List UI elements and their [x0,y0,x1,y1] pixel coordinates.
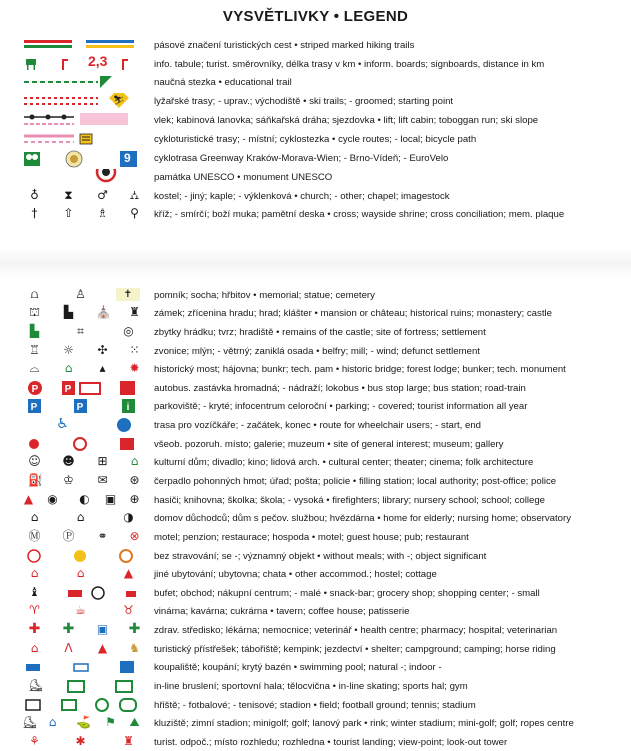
legend-symbols [16,398,146,415]
legend-text: zámek; zřícenina hradu; hrad; klášter • mansion or château; historical ruins; monastery; castle [154,308,552,319]
legend-row [0,417,631,434]
windmill-icon: ✣ [97,343,108,357]
legend-row [0,566,631,583]
legend-symbols [16,436,146,453]
hostel-icon: ⌂ [76,566,85,580]
legend-row [0,206,631,223]
legend-text: pásové značení turistických cest • striped marked hiking trails [154,40,415,51]
firefighters-icon: ▲ [23,492,34,506]
legend-row [0,37,631,54]
field-icon [16,697,146,714]
svg-text:P: P [30,402,38,413]
legend-text: čerpadlo pohonných hmot; úřad; pošta; policie • filling station; local authority; post-office; police [154,476,557,487]
legend-text: kulturní dům; divadlo; kino; lidová arch. • cultural center; theater; cinema; folk architecture [154,457,534,468]
legend-row [0,734,631,751]
legend-text: trasa pro vozíčkáře; - začátek, konec • route for wheelchair users; - start, end [154,420,482,431]
rink-icon: ⛸ [22,715,38,729]
legend-text: zdrav. středisko; lékárna; nemocnice; veterinář • health centre; pharmacy; hospital; veterinarian [154,625,558,636]
legend-symbols [16,188,146,205]
legend-symbols [16,324,146,341]
memorial-icon: ⩍ [30,287,39,301]
mansion-icon: ⛫ [28,305,41,319]
sports-hall-icon [16,678,146,695]
coffee-house-icon: ☕ [75,603,86,617]
legend-symbols [16,150,146,167]
campground-icon: Λ [64,641,73,655]
elderly-home-icon: ⌂ [30,510,39,524]
ropes-centre-icon: ⛰ [129,715,140,729]
legend-row [0,343,631,360]
legend-row [0,603,631,620]
legend-title: VYSVĚTLIVKY • LEGEND [222,8,409,25]
legend-text: koupaliště; koupání; krytý bazén • swimming pool; natural -; indoor - [154,662,442,673]
cross-conciliation-icon: ♗ [97,206,108,220]
legend-text: hřiště; - fotbalové; - tenisové; stadion • field; football ground; tennis; stadium [154,700,476,711]
legend-text: vlek; kabinová lanovka; sáňkařská dráha; sjezdovka • lift; lift cabin; toboggan run; ski slope [154,115,539,126]
legend-symbols [16,678,146,695]
legend-text: turistický přístřešek; tábořiště; kempink; jezdectví • shelter; campground; camping; horse riding [154,644,556,655]
post-office-icon: ✉ [97,473,108,487]
statue-icon: ♙ [75,287,86,301]
library-icon: ◉ [47,492,58,506]
wheelchair-route-icon: ♿ [56,416,69,432]
tavern-icon: ♈ [29,603,40,617]
nursery-icon: ◐ [79,492,90,506]
legend-symbols [16,715,146,732]
tech-monument-icon: ✹ [129,361,140,375]
legend-text: vinárna; kavárna; cukrárna • tavern; coffee house; patisserie [154,606,410,617]
guest-house-icon: Ⓟ [62,529,75,543]
ski-lift-icon [16,112,146,129]
bus-stop-icon [16,380,146,397]
legend-text: domov důchodců; dům s pečov. službou; hvězdárna • home for elderly; nursing home; observatory [154,513,571,524]
legend-text: jiné ubytování; ubytovna; chata • other accommod.; hostel; cottage [154,569,437,580]
cross-icon: † [31,206,38,220]
wayside-shrine-icon: ⇧ [63,206,74,220]
observatory-icon: ◑ [123,510,134,524]
legend-text: in-line bruslení; sportovní hala; tělocvična • in-line skating; sports hal; gym [154,681,468,692]
chapel-icon: ♂ [97,188,108,202]
legend-symbols [16,53,146,73]
svg-text:P: P [31,384,39,395]
wheelchair-start-end-icon [16,417,146,434]
legend-text: kříž; - smírčí; boží muka; pamětní deska • cross; wayside shrine; cross conciliation; mem. plaque [154,209,565,220]
legend-row [0,548,631,565]
legend-symbols [16,305,146,322]
legend-text: pomník; socha; hřbitov • memorial; statue; cemetery [154,290,375,301]
legend-symbols [16,37,146,54]
legend-symbols [16,585,146,602]
legend-symbols [16,93,146,110]
legend-text: parkoviště; - kryté; infocentrum celoroční • parking; - covered; tourist information all year [154,401,528,412]
legend-row [0,697,631,714]
legend-row [0,93,631,110]
patisserie-icon: ♉ [123,603,134,617]
belfry-icon: ♖ [29,343,40,357]
legend-symbols [16,473,146,490]
legend-symbols [16,603,146,620]
monastery-icon: ⛪ [96,305,111,319]
legend-row [0,169,631,186]
legend-row [0,622,631,639]
veterinarian-icon: ✚ [128,621,141,637]
filling-station-icon: ⛽ [28,473,43,487]
info-board-icon [16,56,146,73]
legend-text: historický most; hájovna; bunkr; tech. pam • historic bridge; forest lodge; bunker; tech. monument [154,364,566,375]
pharmacy-icon: ✚ [62,621,75,637]
legend-row [0,361,631,378]
legend-row [0,659,631,676]
legend-symbols [16,697,146,714]
legend-row [0,529,631,546]
legend-text: naučná stezka • educational trail [154,77,292,88]
legend-text: kostel; - jiný; kaple; - výklenková • church; - other; chapel; imagestock [154,191,450,202]
legend-symbols [16,343,146,360]
historic-bridge-icon: ⌓ [29,361,40,375]
legend-text: turist. odpoč.; místo rozhledu; rozhledna • tourist landing; view-point; look-out tower [154,737,508,748]
legend-row [0,510,631,527]
defunct-settlement-icon: ⁙ [129,343,140,357]
pub-icon: ⚭ [97,529,108,543]
eurovelo-number: 9 [124,151,131,165]
church-other-icon: ⧗ [64,188,73,202]
legend-symbols [16,380,146,397]
camping-icon: ▲ [97,641,108,655]
svg-text:P: P [64,384,72,395]
legend-text: motel; penzion; restaurace; hospoda • motel; guest house; pub; restaurant [154,532,469,543]
legend-symbols [16,529,146,546]
fortress-site-icon: ⌗ [77,324,84,338]
cycle-route-icon [16,131,146,148]
theater-icon: ☻ [62,454,75,468]
legend-row [0,454,631,471]
legend-text: info. tabule; turist. směrovníky, délka trasy v km • inform. boards; signboards, distance in km [154,59,545,70]
legend-row [0,678,631,695]
winter-stadium-icon: ⌂ [48,715,57,729]
svg-text:⛷: ⛷ [113,95,125,105]
meals-icon [16,548,146,565]
cemetery-icon: ✝ [116,288,140,301]
bunker-icon: ▴ [99,361,106,375]
legend-row [0,287,631,304]
shelter-icon: ⌂ [30,641,39,655]
legend-text: cyklotrasa Greenway Kraków-Morava-Wien; - Brno-Vídeň; - EuroVelo [154,153,449,164]
horse-riding-icon: ♞ [129,641,140,655]
legend-symbols [16,734,146,751]
distance-label: 2,3 [88,53,108,69]
svg-text:i: i [126,402,130,413]
legend-text: zbytky hrádku; tvrz; hradiště • remains of the castle; site of fortress; settlement [154,327,486,338]
legend-symbols [16,659,146,676]
ski-trail-icon [16,93,146,113]
college-icon: ⊕ [129,492,140,506]
legend-symbols [16,510,146,527]
hospital-icon: ▣ [96,622,109,636]
shop-icon [16,585,146,602]
cultural-center-icon: ☺ [28,454,41,468]
forest-lodge-icon: ⌂ [64,361,73,375]
legend-symbols [16,492,146,509]
legend-symbols [16,417,146,434]
restaurant-icon: ⊗ [129,529,140,543]
legend-row [0,131,631,148]
legend-symbols [16,74,146,91]
legend-symbols [16,622,146,639]
legend-row [0,473,631,490]
legend-row [0,188,631,205]
legend-symbols [16,454,146,471]
school-icon: ▣ [104,492,117,506]
legend-symbols [16,131,146,148]
inline-skating-icon: ⛸ [28,678,44,692]
golf-icon: ⚑ [105,715,116,729]
church-icon: ♁ [30,188,39,202]
legend-symbols [16,361,146,378]
mini-golf-icon: ⛳ [76,715,91,729]
view-point-icon: ✱ [75,734,86,748]
legend-text: lyžařské trasy; - uprav.; východiště • ski trails; - groomed; starting point [154,96,454,107]
nursing-home-icon: ⌂ [76,510,85,524]
legend-row [0,585,631,602]
legend-symbols [16,566,146,583]
legend-row [0,492,631,509]
legend-text: zvonice; mlýn; - větrný; zaniklá osada • belfry; mill; - wind; defunct settlement [154,346,480,357]
legend-text: hasiči; knihovna; školka; škola; - vysoká • firefighters; library; nursery school; school; college [154,495,546,506]
legend-row [0,715,631,732]
legend-row [0,380,631,397]
police-icon: ⊛ [129,473,140,487]
legend-row [0,305,631,322]
educational-trail-icon [16,74,146,91]
site-of-interest-icon [16,436,146,453]
legend-text: kluziště; zimní stadion; minigolf; golf; lanový park • rink; winter stadium; mini-golf; golf; ropes centre [154,718,574,729]
legend-symbols [16,548,146,565]
legend-text: cykloturistické trasy; - místní; cyklostezka • cycle routes; - local; bicycle path [154,134,477,145]
legend-row [0,112,631,129]
folk-architecture-icon: ⌂ [130,454,139,468]
health-centre-icon: ✚ [28,621,41,637]
striped-trail-icon [16,37,146,54]
legend-text: autobus. zastávka hromadná; - nádraží; lokobus • bus stop large; bus station; road-train [154,383,526,394]
cinema-icon: ⊞ [97,454,108,468]
legend-row [0,324,631,341]
imagestock-icon: ⛼ [129,188,140,202]
local-authority-icon: ♔ [63,473,74,487]
look-out-tower-icon: ♜ [123,734,134,748]
section-divider [0,248,631,278]
legend-text: památka UNESCO • monument UNESCO [154,172,333,183]
memorial-plaque-icon: ⚲ [130,206,139,220]
legend-symbols [16,169,146,186]
unesco-icon [16,169,146,186]
legend-row [0,150,631,167]
tourist-landing-icon: ⚘ [29,734,40,748]
snack-bar-icon: ♝ [29,585,40,599]
legend-text: bez stravování; se -; významný objekt • without meals; with -; object significant [154,551,487,562]
legend-symbols [16,206,146,223]
legend-row [0,436,631,453]
legend-symbols [16,287,146,304]
legend-row [0,641,631,658]
ruins-icon: ▙ [63,305,74,319]
svg-text:P: P [76,402,84,413]
legend-row [0,74,631,91]
mill-icon: ☼ [63,343,74,357]
legend-row [0,398,631,415]
castle-remains-icon: ▙ [29,324,40,338]
accommodation-icon: ⌂ [30,566,39,580]
castle-icon: ♜ [129,305,140,319]
parking-icon [16,398,146,415]
cottage-icon: ▲ [123,566,134,580]
motel-icon: Ⓜ [28,529,41,543]
legend-symbols [16,112,146,129]
legend-text: všeob. pozoruh. místo; galerie; muzeum • site of general interest; museum; gallery [154,439,504,450]
legend-symbols [16,641,146,658]
legend-row [0,53,631,73]
swimming-icon [16,659,146,676]
settlement-icon: ◎ [123,324,134,338]
legend-text: bufet; obchod; nákupní centrum; - malé • snack-bar; grocery shop; shopping center; - small [154,588,540,599]
